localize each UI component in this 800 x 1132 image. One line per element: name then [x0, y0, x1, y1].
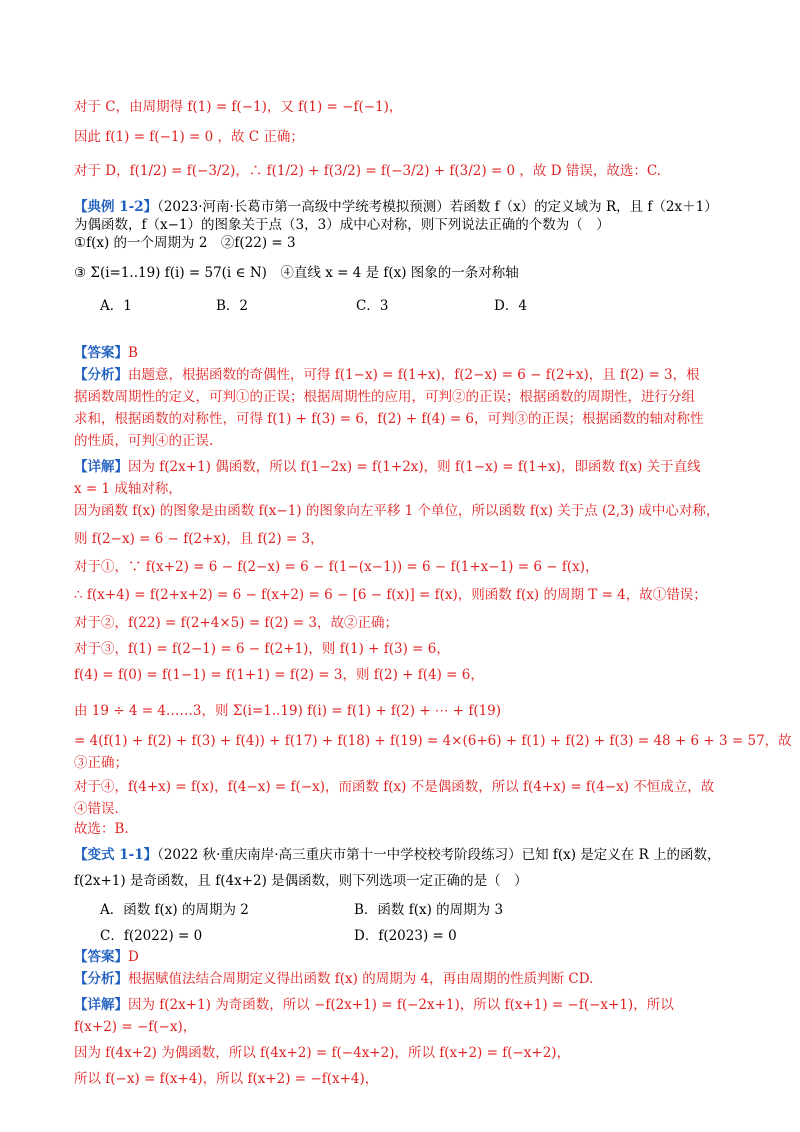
line-text: = 4(f(1) + f(2) + f(3) + f(4)) + f(17) + f(18) + f(19) = 4×(6+6) + f(1) + f(2) + f(3) = 48 + 6 + 3 = 57，故	[74, 733, 792, 749]
line-text: f(2x+1) 是奇函数，且 f(4x+2) 是偶函数，则下列选项一定正确的是（ ）	[74, 873, 528, 889]
text-line	[74, 98, 402, 116]
line-text: 则 f(2−x) = 6 − f(2+x)，且 f(2) = 3，	[74, 531, 324, 547]
line-text: D	[128, 949, 139, 965]
text-line	[74, 586, 707, 604]
text-line	[74, 640, 450, 658]
text-line	[74, 1070, 378, 1088]
text-line	[74, 820, 129, 838]
text-line	[74, 558, 598, 576]
line-text: 求和，根据函数的对称性，可得 f(1) + f(3) = 6，f(2) + f(4) = 6，可判③的正误；根据函数的轴对称性	[74, 411, 704, 427]
text-line	[74, 778, 714, 796]
section-label: 【变式 1-1】	[74, 847, 158, 863]
section-label: 【典例 1-2】	[74, 199, 158, 215]
answer-option: B．函数 f(x) 的周期为 3	[354, 902, 504, 918]
line-text: ③正确；	[74, 755, 128, 771]
line-text: 由 19 ÷ 4 = 4……3，则 Σ(i=1..19) f(i) = f(1) + f(2) + ⋯ + f(19)	[74, 703, 502, 719]
answer-option: C．3	[356, 298, 389, 314]
answer-option: C．f(2022) = 0	[100, 928, 203, 944]
line-text: 因此 f(1) = f(−1) = 0 ，故 C 正确；	[74, 129, 304, 145]
answer-option: A．1	[100, 298, 132, 314]
line-text: 对于②，f(22) = f(2+4×5) = f(2) = 3，故②正确；	[74, 615, 399, 631]
text-line	[74, 872, 528, 890]
text-line	[74, 846, 721, 864]
section-label: 【答案】	[74, 345, 128, 361]
line-text: ∴ f(x+4) = f(2+x+2) = 6 − f(x+2) = 6 − [6 − f(x)] = f(x)，则函数 f(x) 的周期 T = 4，故①错误；	[74, 587, 707, 603]
text-line	[74, 1044, 570, 1062]
text-line	[74, 128, 304, 146]
line-text: 所以 f(−x) = f(x+4)，所以 f(x+2) = −f(x+4)，	[74, 1071, 379, 1087]
line-text: 根据赋值法结合周期定义得出函数 f(x) 的周期为 4，再由周期的性质判断 CD.	[128, 971, 594, 987]
line-text: 对于①，∵ f(x+2) = 6 − f(2−x) = 6 − f(1−(x−1)) = 6 − f(1+x−1) = 6 − f(x)，	[74, 559, 599, 575]
text-line	[74, 410, 704, 428]
line-text: ③ Σ(i=1..19) f(i) = 57(i ∈ N) ④直线 x = 4 是 f(x) 图象的一条对称轴	[74, 265, 519, 281]
text-line	[74, 666, 484, 684]
text-line	[74, 754, 128, 772]
text-line	[74, 970, 593, 988]
line-text: ④错误.	[74, 801, 119, 817]
line-text: （2023·河南·长葛市第一高级中学统考模拟预测）若函数 f（x）的定义域为 R，且 f（2x＋1）	[157, 199, 718, 215]
text-line	[74, 216, 610, 234]
line-text: 因为函数 f(x) 的图象是由函数 f(x−1) 的图象向左平移 1 个单位，所以函数 f(x) 关于点 (2,3) 成中心对称，	[74, 503, 720, 519]
text-line	[74, 996, 674, 1014]
text-line	[74, 344, 138, 362]
line-text: 对于 C，由周期得 f(1) = f(−1)，又 f(1) = −f(−1)，	[74, 99, 403, 115]
text-line	[74, 388, 695, 406]
text-line	[74, 264, 519, 282]
text-line	[74, 502, 719, 520]
line-text: ①f(x) 的一个周期为 2 ②f(22) = 3	[74, 235, 296, 251]
text-line	[74, 1018, 196, 1036]
text-line	[74, 480, 182, 498]
text-line	[74, 614, 398, 632]
line-text: 的性质，可判④的正误.	[74, 433, 214, 449]
text-line	[74, 366, 700, 384]
section-label: 【详解】	[74, 459, 128, 475]
text-line	[74, 702, 501, 720]
section-label: 【详解】	[74, 997, 128, 1013]
text-line	[74, 800, 119, 818]
text-line	[74, 234, 296, 252]
text-line	[74, 198, 718, 216]
text-line	[74, 432, 213, 450]
line-text: 为偶函数，f（x−1）的图象关于点（3，3）成中心对称，则下列说法正确的个数为（ ）	[74, 217, 610, 233]
answer-option: A．函数 f(x) 的周期为 2	[100, 902, 249, 918]
line-text: 因为 f(2x+1) 偶函数，所以 f(1−2x) = f(1+2x)，则 f(1−x) = f(1+x)，即函数 f(x) 关于直线	[128, 459, 701, 475]
line-text: f(4) = f(0) = f(1−1) = f(1+1) = f(2) = 3，则 f(2) + f(4) = 6，	[74, 667, 484, 683]
line-text: 对于③，f(1) = f(2−1) = 6 − f(2+1)，则 f(1) + f(3) = 6，	[74, 641, 450, 657]
line-text: 因为 f(4x+2) 为偶函数，所以 f(4x+2) = f(−4x+2)，所以 f(x+2) = f(−x+2)，	[74, 1045, 571, 1061]
line-text: 对于 D，f(1/2) = f(−3/2)，∴ f(1/2) + f(3/2) = f(−3/2) + f(3/2) = 0 ，故 D 错误，故选：C.	[74, 163, 661, 179]
section-label: 【分析】	[74, 971, 128, 987]
text-line	[74, 530, 324, 548]
line-text: （2022 秋·重庆南岸·高三重庆市第十一中学校校考阶段练习）已知 f(x) 是定义在 R 上的函数，	[157, 847, 721, 863]
section-label: 【分析】	[74, 367, 128, 383]
line-text: 故选：B.	[74, 821, 129, 837]
line-text: 因为 f(2x+1) 为奇函数，所以 −f(2x+1) = f(−2x+1)，所以 f(x+1) = −f(−x+1)，所以	[128, 997, 674, 1013]
line-text: 对于④，f(4+x) = f(x)，f(4−x) = f(−x)，而函数 f(x) 不是偶函数，所以 f(4+x) = f(4−x) 不恒成立，故	[74, 779, 715, 795]
line-text: 由题意，根据函数的奇偶性，可得 f(1−x) = f(1+x)，f(2−x) = 6 − f(2+x)，且 f(2) = 3，根	[128, 367, 700, 383]
text-line	[74, 948, 139, 966]
text-line	[74, 458, 701, 476]
text-line	[74, 162, 661, 180]
answer-option: D．f(2023) = 0	[354, 928, 457, 944]
line-text: B	[128, 345, 138, 361]
line-text: f(x+2) = −f(−x)，	[74, 1019, 197, 1035]
section-label: 【答案】	[74, 949, 128, 965]
answer-option: B．2	[216, 298, 249, 314]
line-text: 据函数周期性的定义，可判①的正误；根据周期性的应用，可判②的正误；根据函数的周期性，进行分组	[74, 389, 695, 405]
text-line	[74, 732, 792, 750]
line-text: x = 1 成轴对称，	[74, 481, 182, 497]
answer-option: D．4	[494, 298, 527, 314]
